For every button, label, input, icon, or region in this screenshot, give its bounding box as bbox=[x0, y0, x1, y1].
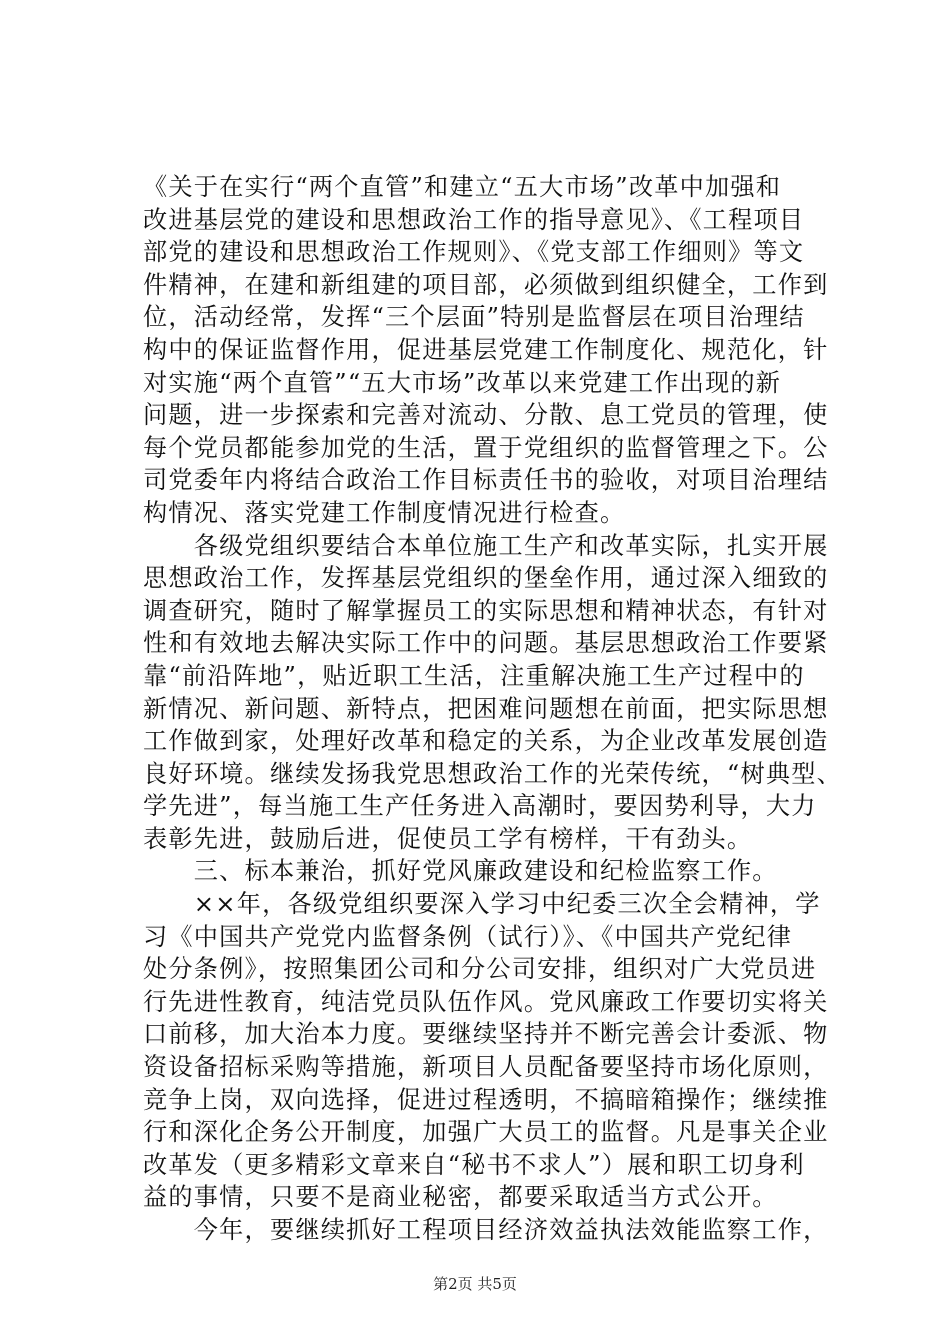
section-heading: 三、标本兼治，抓好党风廉政建设和纪检监察工作。 bbox=[143, 857, 778, 886]
text-line: 改进基层党的建设和思想政治工作的指导意见》、《工程项目 bbox=[143, 205, 805, 234]
text-line: 行和深化企务公开制度，加强广大员工的监督。凡是事关企业 bbox=[143, 1118, 829, 1147]
text-line: 靠“前沿阵地”，贴近职工生活，注重解决施工生产过程中的 bbox=[143, 661, 805, 690]
text-line: 各级党组织要结合本单位施工生产和改革实际，扎实开展 bbox=[143, 531, 829, 560]
text-line: ××年，各级党组织要深入学习中纪委三次全会精神，学 bbox=[143, 890, 821, 919]
text-line: 新情况、新问题、新特点，把困难问题想在前面，把实际思想 bbox=[143, 694, 829, 723]
text-line: 构情况、落实党建工作制度情况进行检查。 bbox=[143, 498, 626, 527]
text-line: 工作做到家，处理好改革和稳定的关系，为企业改革发展创造 bbox=[143, 727, 829, 756]
text-line: 良好环境。继续发扬我党思想政治工作的光荣传统，“树典型、 bbox=[143, 759, 843, 788]
text-line: 习《中国共产党党内监督条例（试行）》、《中国共产党纪律 bbox=[143, 922, 793, 951]
text-line: 性和有效地去解决实际工作中的问题。基层思想政治工作要紧 bbox=[143, 629, 829, 658]
text-line: 处分条例》，按照集团公司和分公司安排，组织对广大党员进 bbox=[143, 955, 817, 984]
text-line: 学先进”，每当施工生产任务进入高潮时，要因势利导，大力 bbox=[143, 792, 817, 821]
page-number-footer: 第2页 共5页 bbox=[433, 1275, 517, 1293]
text-line: 改革发（更多精彩文章来自“秘书不求人”）展和职工切身利 bbox=[143, 1150, 805, 1179]
text-line: 行先进性教育，纯洁党员队伍作风。党风廉政工作要切实将关 bbox=[143, 987, 829, 1016]
text-line: 口前移，加大治本力度。要继续坚持并不断完善会计委派、物 bbox=[143, 1020, 829, 1049]
text-line: 调查研究，随时了解掌握员工的实际思想和精神状态，有针对 bbox=[143, 596, 829, 625]
text-line: 思想政治工作，发挥基层党组织的堡垒作用，通过深入细致的 bbox=[143, 564, 829, 593]
text-line: 问题，进一步探索和完善对流动、分散、息工党员的管理，使 bbox=[143, 401, 829, 430]
text-line: 位，活动经常，发挥“三个层面”特别是监督层在项目治理结 bbox=[143, 303, 805, 332]
text-line: 对实施“两个直管”“五大市场”改革以来党建工作出现的新 bbox=[143, 368, 782, 397]
text-line: 今年，要继续抓好工程项目经济效益执法效能监察工作， bbox=[143, 1216, 829, 1244]
text-line: 《关于在实行“两个直管”和建立“五大市场”改革中加强和 bbox=[143, 173, 782, 201]
text-line: 竞争上岗，双向选择，促进过程透明，不搞暗箱操作；继续推 bbox=[143, 1085, 829, 1114]
text-line: 构中的保证监督作用，促进基层党建工作制度化、规范化，针 bbox=[143, 335, 829, 364]
text-line: 司党委年内将结合政治工作目标责任书的验收，对项目治理结 bbox=[143, 466, 829, 495]
document-body bbox=[143, 171, 843, 1247]
text-line: 资设备招标采购等措施，新项目人员配备要坚持市场化原则， bbox=[143, 1053, 829, 1082]
text-line: 部党的建设和思想政治工作规则》、《党支部工作细则》等文 bbox=[143, 238, 805, 267]
text-line: 每个党员都能参加党的生活，置于党组织的监督管理之下。公 bbox=[143, 433, 829, 462]
text-line: 益的事情，只要不是商业秘密，都要采取适当方式公开。 bbox=[143, 1183, 778, 1212]
text-line: 表彰先进，鼓励后进，促使员工学有榜样，干有劲头。 bbox=[143, 824, 753, 853]
text-line: 件精神，在建和新组建的项目部，必须做到组织健全，工作到 bbox=[143, 270, 829, 299]
